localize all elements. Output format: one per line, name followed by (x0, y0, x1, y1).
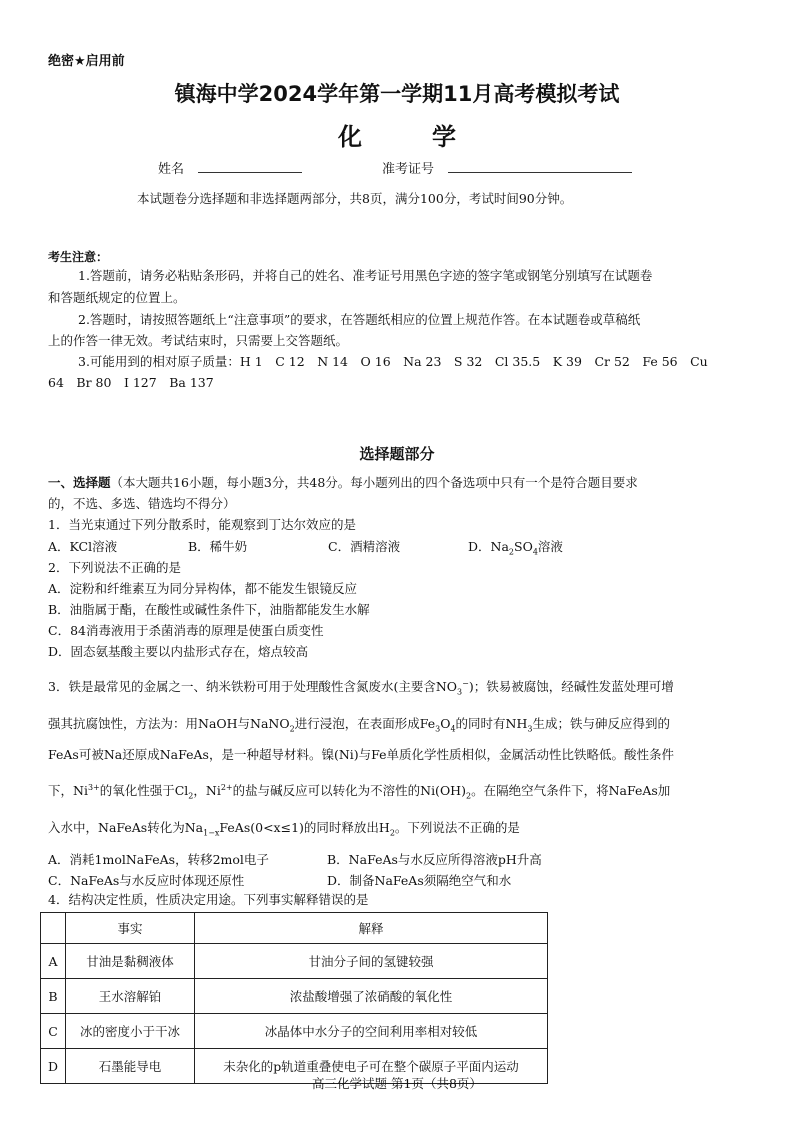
q1-option-b: B．稀牛奶 (188, 539, 248, 554)
q3-l4-e: 。在隔绝空气条件下，将NaFeAs加 (471, 783, 671, 799)
q3-l5-b: FeAs(0<x≤1)的同时释放出H (219, 820, 390, 835)
row-option: C (41, 1014, 66, 1049)
q1-option-d (468, 537, 563, 563)
row-explain: 浓盐酸增强了浓硝酸的氧化性 (195, 979, 548, 1014)
q3-l2-sub1: 2 (289, 724, 295, 734)
exam-title: 镇海中学2024学年第一学期11月高考模拟考试 (174, 82, 620, 106)
q3-l2-sub3: 4 (450, 724, 456, 734)
table-header-explain: 解释 (195, 913, 548, 944)
notice-1-line2: 和答题纸规定的位置上。 (48, 290, 186, 305)
notice-heading: 考生注意： (48, 250, 109, 264)
row-option: B (41, 979, 66, 1014)
exam-intro: 本试题卷分选择题和非选择题两部分，共8页，满分100分，考试时间90分钟。 (137, 191, 573, 206)
q3-l2-d: 的同时有NH (455, 716, 528, 731)
id-label: 准考证号 (382, 162, 435, 177)
q3-option-d: D．制备NaFeAs须隔绝空气和水 (327, 873, 512, 888)
q3-line3: FeAs可被Na还原成NaFeAs，是一种超导材料。镍(Ni)与Fe单质化学性质相似，金属活动性比铁略低。酸性条件 (48, 747, 675, 762)
q3-line1 (48, 674, 674, 703)
row-fact: 甘油是黏稠液体 (66, 944, 195, 979)
q4-table (40, 912, 548, 1084)
q3-l1-sup: − (462, 679, 469, 688)
q3-l2-a: 强其抗腐蚀性，方法为：用NaOH与NaNO (48, 716, 290, 731)
q1d-post: 溶液 (537, 539, 563, 554)
section-heading (48, 473, 638, 493)
q3-line4 (48, 778, 670, 807)
notice-3-line2: 64 Br 80 I 127 Ba 137 (48, 375, 214, 390)
q3-l4-sub2: 2 (465, 791, 472, 801)
q2-option-c: C．84消毒液用于杀菌消毒的原理是使蛋白质变性 (48, 623, 324, 638)
q1d-sub1: 2 (508, 547, 515, 557)
q3-line2 (48, 714, 670, 740)
q3-l1-sub: 3 (457, 687, 463, 697)
q3-l4-d: 的盐与碱反应可以转化为不溶性的Ni(OH) (232, 783, 466, 799)
q1-option-c: C．酒精溶液 (328, 539, 401, 554)
q3-l1-post: )；铁易被腐蚀，经碱性发蓝处理可增 (468, 679, 674, 695)
name-blank[interactable] (198, 158, 302, 173)
subject-title: 化学 (338, 123, 526, 151)
row-explain: 甘油分子间的氢键较强 (195, 944, 548, 979)
q3-l5-c: 。下列说法不正确的是 (394, 820, 520, 835)
row-explain: 未杂化的p轨道重叠使电子可在整个碳原子平面内运动 (195, 1049, 548, 1084)
q3-l4-sub1: 2 (188, 791, 194, 801)
q3-l4-sup1: 3+ (87, 783, 100, 792)
q2-option-a: A．淀粉和纤维素互为同分异构体，都不能发生银镜反应 (48, 581, 358, 596)
row-fact: 冰的密度小于干冰 (66, 1014, 195, 1049)
q2-option-b: B．油脂属于酯，在酸性或碱性条件下，油脂都能发生水解 (48, 602, 370, 617)
q3-l2-e: 生成；铁与砷反应得到的 (532, 716, 670, 731)
name-field (158, 158, 302, 180)
q1d-pre: D．Na (468, 539, 509, 554)
notice-2-line1: 2.答题时，请按照答题纸上“注意事项”的要求，在答题纸相应的位置上规范作答。在本试题卷或草稿纸 (78, 312, 641, 327)
section-heading-line2: 的，不选、多选、错选均不得分） (48, 496, 236, 511)
section-heading-bold: 一、选择题 (48, 475, 111, 490)
name-label: 姓名 (158, 162, 185, 177)
q3-l2-c: O (440, 716, 451, 731)
notice-1-line1: 1.答题前，请务必粘贴条形码，并将自己的姓名、准考证号用黑色字迹的签字笔或钢笔分别填写在试题卷 (78, 268, 653, 283)
q3-l1-pre: 3．铁是最常见的金属之一、纳米铁粉可用于处理酸性含氮废水(主要含NO (48, 679, 458, 695)
q1-stem: 1．当光束通过下列分散系时，能观察到丁达尔效应的是 (48, 517, 356, 532)
id-blank[interactable] (448, 158, 632, 173)
q3-l2-b: 进行浸泡，在表面形成Fe (294, 716, 436, 731)
row-option: D (41, 1049, 66, 1084)
section-heading-text: （本大题共16小题，每小题3分，共48分。每小题列出的四个备选项中只有一个是符合题目要求 (110, 475, 638, 490)
table-row (41, 1014, 548, 1049)
notice-3-line1: 3.可能用到的相对原子质量：H 1 C 12 N 14 O 16 Na 23 S 32 Cl 35.5 K 39 Cr 52 Fe 56 Cu (78, 354, 708, 369)
q3-l5-sub2: 2 (389, 828, 395, 838)
row-fact: 王水溶解铂 (66, 979, 195, 1014)
q1d-mid: SO (514, 539, 533, 554)
row-explain: 冰晶体中水分子的空间利用率相对较低 (195, 1014, 548, 1049)
q1d-sub2: 4 (532, 547, 538, 557)
q3-l5-a: 入水中，NaFeAs转化为Na (48, 820, 204, 835)
q3-l2-sub4: 3 (527, 724, 533, 734)
notice-2-line2: 上的作答一律无效。考试结束时，只需要上交答题纸。 (48, 333, 349, 348)
page-footer: 高三化学试题 第1页（共8页） (312, 1076, 482, 1091)
q3-l2-sub2: 3 (435, 724, 441, 734)
table-header-fact: 事实 (66, 913, 195, 944)
q3-l4-c: ，Ni (193, 783, 221, 799)
table-header-empty (41, 913, 66, 944)
table-row (41, 944, 548, 979)
row-fact: 石墨能导电 (66, 1049, 195, 1084)
q1-option-a: A．KCl溶液 (48, 539, 118, 554)
q2-option-d: D．固态氨基酸主要以内盐形式存在，熔点较高 (48, 644, 309, 659)
q3-option-c: C．NaFeAs与水反应时体现还原性 (48, 873, 245, 888)
q3-option-a: A．消耗1molNaFeAs，转移2mol电子 (48, 852, 269, 867)
q3-option-b: B．NaFeAs与水反应所得溶液pH升高 (327, 852, 542, 867)
id-field (382, 158, 632, 180)
q4-stem: 4．结构决定性质，性质决定用途。下列事实解释错误的是 (48, 892, 369, 907)
confidential-label: 绝密★启用前 (48, 54, 125, 69)
table-row (41, 979, 548, 1014)
table-header-row (41, 913, 548, 944)
q3-l5-sub: 1−x (203, 828, 220, 838)
q2-stem: 2．下列说法不正确的是 (48, 560, 181, 575)
section-title: 选择题部分 (359, 445, 435, 463)
q3-l4-a: 下，Ni (48, 783, 88, 799)
q3-l4-b: 的氧化性强于Cl (99, 783, 189, 799)
q3-l4-sup2: 2+ (220, 783, 233, 792)
row-option: A (41, 944, 66, 979)
q3-line5 (48, 818, 520, 844)
